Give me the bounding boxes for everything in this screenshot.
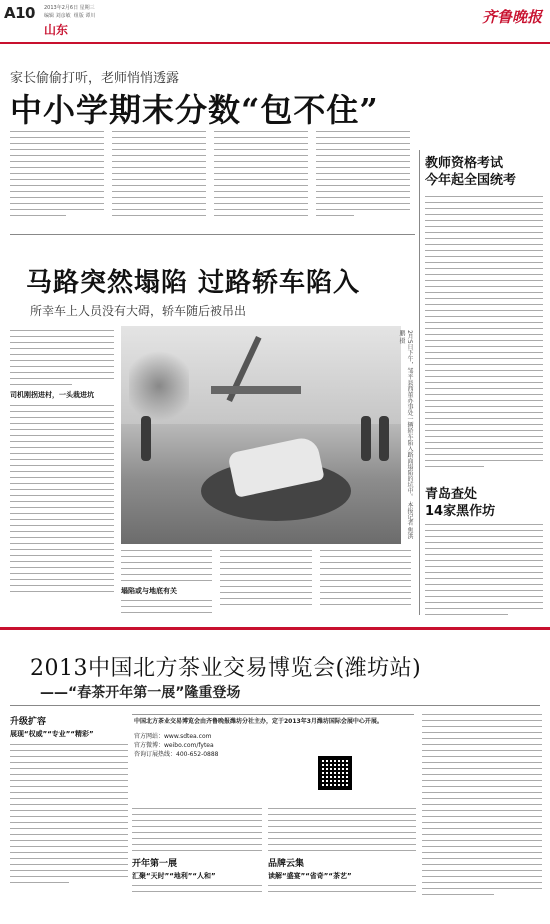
expo-col3-head: 品牌云集 [268, 859, 305, 869]
expo-hotline: 咨询订展热线：400-652-0888 [134, 751, 219, 758]
page-number: A10 [4, 4, 35, 22]
sidebar1-body [425, 196, 543, 472]
expo-col2-sub: 汇聚“天时”“地利”“人和” [132, 872, 216, 880]
photo-caption: 2月5日下午，邹平县西董办事处一辆轿车陷入路面塌陷的坑中。 本报记者 焦洪鹏 摄 [398, 330, 413, 540]
photo-person [361, 416, 371, 461]
article2-title: 马路突然塌陷 过路轿车陷入 [26, 268, 361, 298]
news-photo [121, 326, 401, 544]
photo-person [141, 416, 151, 461]
article2-lower [121, 550, 411, 618]
expo-col4 [422, 714, 542, 900]
issue-meta [44, 4, 95, 20]
expo-col3-sub: 读解“盛宴”“省奇”“茶艺” [268, 872, 352, 880]
expo-col2 [132, 808, 262, 897]
article2-col [320, 550, 411, 618]
expo-subtitle: ——“春茶开年第一展”隆重登场 [40, 685, 241, 701]
divider [10, 705, 540, 706]
expo-title: 2013中国北方茶业交易博览会(潍坊站) [30, 656, 422, 681]
expo-weibo: 官方微博：weibo.com/fytea [134, 742, 214, 749]
article1-col [10, 131, 104, 221]
expo-col1-head: 升级扩容 [10, 717, 47, 727]
divider [10, 234, 415, 235]
column-divider [419, 150, 420, 615]
article2-section1-head: 司机刚拐进村，一头栽进坑 [10, 391, 94, 399]
expo-col3 [268, 808, 416, 897]
article1-col [316, 131, 410, 221]
article2-col1 [10, 330, 114, 597]
section-label: 山东 [44, 23, 69, 37]
expo-col1 [10, 714, 128, 888]
ad-separator [0, 627, 550, 630]
qr-code [318, 756, 352, 790]
article2-section2-head: 塌陷或与地底有关 [121, 587, 177, 595]
sidebar1-title: 教师资格考试 今年起全国统考 [425, 156, 517, 188]
expo-info-box [132, 714, 414, 801]
article1-body [10, 131, 410, 223]
article1-title: 中小学期末分数“包不住” [10, 91, 379, 129]
photo-tree [129, 346, 189, 426]
article2-subtitle: 所幸车上人员没有大碍，轿车随后被吊出 [30, 304, 247, 318]
article1-kicker: 家长偷偷打听，老师悄悄透露 [10, 71, 180, 86]
expo-col1-sub: 展现“权威”“专业”“精彩” [10, 730, 94, 738]
newspaper-logo: 齐鲁晚报 [481, 8, 542, 26]
header-rule [0, 42, 550, 44]
expo-info-text: 中国北方茶业交易博览会由齐鲁晚报潍坊分社主办，定于2013年3月潍坊国际会展中心开展。 [134, 718, 383, 725]
photo-person [379, 416, 389, 461]
article2-col [121, 550, 212, 618]
article2-col [220, 550, 311, 618]
article1-col [214, 131, 308, 221]
expo-website: 官方网站：www.sdtea.com [134, 733, 212, 740]
issue-date: 2013年2月6日 星期三 [44, 5, 95, 11]
sidebar2-body [425, 524, 543, 620]
photo-crane-truck [211, 386, 301, 394]
issue-editors: 编辑 刘彦敏 组版 谭川 [44, 13, 96, 19]
article1-col [112, 131, 206, 221]
expo-col2-head: 开年第一展 [132, 859, 178, 869]
sidebar2-title: 青岛查处 14家黑作坊 [425, 487, 496, 519]
